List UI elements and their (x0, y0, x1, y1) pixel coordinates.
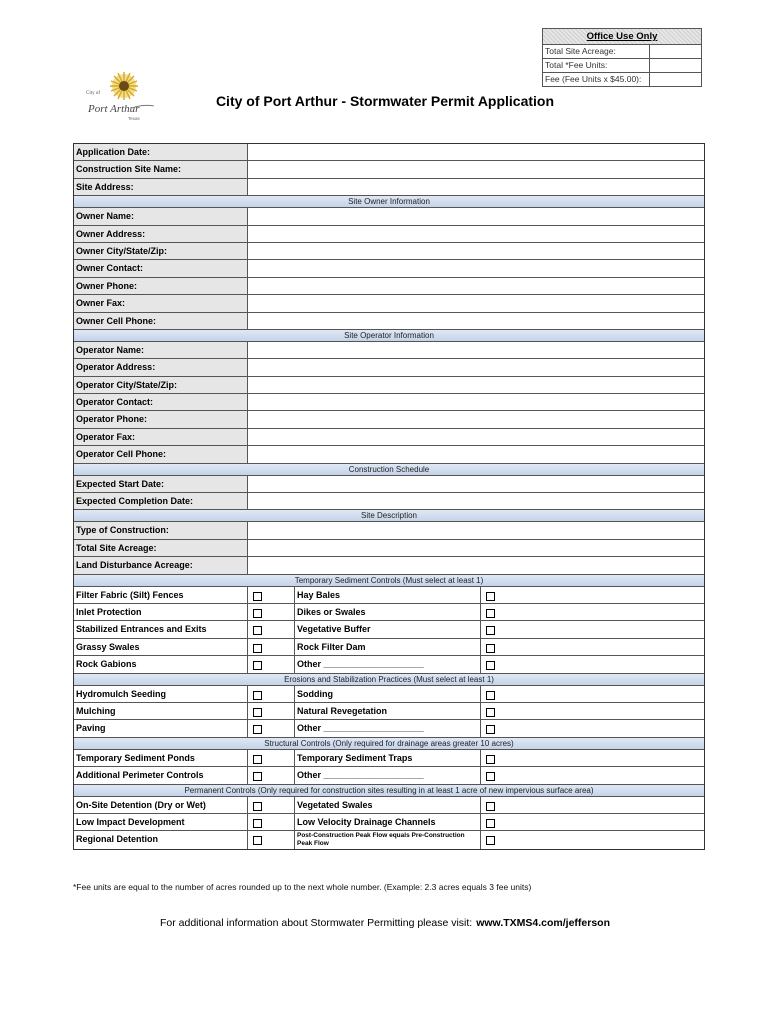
operator-city-state-zip-input[interactable] (248, 377, 704, 393)
form-row (74, 476, 704, 493)
control-row (74, 831, 704, 848)
office-row (543, 59, 701, 73)
field-label: Application Date: (74, 144, 248, 160)
section-header: Permanent Controls (Only required for construction sites resulting in at least 1 acre of new impervious surface area) (74, 785, 704, 797)
temporary-sediment-traps-checkbox[interactable] (486, 755, 495, 764)
checkbox-cell (248, 797, 295, 813)
control-label: Sodding (295, 686, 481, 702)
checkbox-cell (248, 639, 295, 655)
field-label: Operator Phone: (74, 411, 248, 427)
additional-perimeter-controls-checkbox[interactable] (253, 772, 262, 781)
logo-text-city: City of (86, 91, 101, 96)
other-checkbox[interactable] (486, 725, 495, 734)
office-label: Total Site Acreage: (543, 45, 650, 58)
owner-cell-phone-input[interactable] (248, 313, 704, 329)
control-row (74, 797, 704, 814)
field-label: Operator City/State/Zip: (74, 377, 248, 393)
operator-name-input[interactable] (248, 342, 704, 358)
section-header: Structural Controls (Only required for drainage areas greater 10 acres) (74, 738, 704, 750)
site-address-input[interactable] (248, 179, 704, 195)
control-label: Additional Perimeter Controls (74, 767, 248, 783)
paving-checkbox[interactable] (253, 725, 262, 734)
form-row (74, 313, 704, 330)
control-label: Dikes or Swales (295, 604, 481, 620)
checkbox-cell (481, 703, 704, 719)
field-label: Construction Site Name: (74, 161, 248, 177)
owner-phone-input[interactable] (248, 278, 704, 294)
operator-cell-phone-input[interactable] (248, 446, 704, 462)
field-label: Operator Name: (74, 342, 248, 358)
field-label: Owner Name: (74, 208, 248, 224)
expected-start-date-input[interactable] (248, 476, 704, 492)
control-row (74, 767, 704, 784)
sodding-checkbox[interactable] (486, 691, 495, 700)
control-row (74, 703, 704, 720)
application-date-input[interactable] (248, 144, 704, 160)
control-label: Natural Revegetation (295, 703, 481, 719)
form-row (74, 557, 704, 574)
logo-text-name: Port Arthur (88, 103, 140, 115)
control-label: Other ____________________ (295, 767, 481, 783)
regional-detention-checkbox[interactable] (253, 836, 262, 845)
control-label: Low Velocity Drainage Channels (295, 814, 481, 830)
natural-revegetation-checkbox[interactable] (486, 708, 495, 717)
owner-city-state-zip-input[interactable] (248, 243, 704, 259)
total-site-acreage-input[interactable] (248, 540, 704, 556)
field-label: Owner Contact: (74, 260, 248, 276)
fee-note: *Fee units are equal to the number of acres rounded up to the next whole number. (Example: 2.3 acres equals 3 fee units) (73, 882, 532, 892)
control-row (74, 720, 704, 737)
checkbox-cell (481, 720, 704, 736)
stabilized-entrances-and-exits-checkbox[interactable] (253, 626, 262, 635)
checkbox-cell (248, 604, 295, 620)
field-label: Owner City/State/Zip: (74, 243, 248, 259)
fee-field[interactable] (650, 73, 701, 86)
section-header: Construction Schedule (74, 464, 704, 476)
field-label: Operator Contact: (74, 394, 248, 410)
checkbox-cell (248, 750, 295, 766)
control-label: Paving (74, 720, 248, 736)
form-row (74, 161, 704, 178)
checkbox-cell (248, 621, 295, 637)
checkbox-cell (248, 767, 295, 783)
checkbox-cell (248, 814, 295, 830)
operator-phone-input[interactable] (248, 411, 704, 427)
field-label: Owner Address: (74, 226, 248, 242)
control-label: Inlet Protection (74, 604, 248, 620)
control-label: Rock Filter Dam (295, 639, 481, 655)
other-checkbox[interactable] (486, 661, 495, 670)
operator-contact-input[interactable] (248, 394, 704, 410)
checkbox-cell (481, 639, 704, 655)
form-row (74, 429, 704, 446)
checkbox-cell (248, 656, 295, 672)
checkbox-cell (481, 750, 704, 766)
control-label: Filter Fabric (Silt) Fences (74, 587, 248, 603)
field-label: Land Disturbance Acreage: (74, 557, 248, 573)
checkbox-cell (481, 656, 704, 672)
checkbox-cell (481, 831, 704, 848)
control-row (74, 621, 704, 638)
field-label: Type of Construction: (74, 522, 248, 538)
checkbox-cell (481, 797, 704, 813)
field-label: Owner Fax: (74, 295, 248, 311)
low-impact-development-checkbox[interactable] (253, 819, 262, 828)
office-use-title: Office Use Only (543, 29, 701, 45)
permit-form (73, 143, 705, 850)
page-title: City of Port Arthur - Stormwater Permit Application (215, 93, 555, 109)
form-row (74, 377, 704, 394)
filter-fabric-silt-fences-checkbox[interactable] (253, 592, 262, 601)
owner-address-input[interactable] (248, 226, 704, 242)
field-label: Operator Address: (74, 359, 248, 375)
logo-text-state: Texas (128, 116, 140, 121)
operator-address-input[interactable] (248, 359, 704, 375)
total-site-acreage-field[interactable] (650, 45, 701, 58)
vegetated-swales-checkbox[interactable] (486, 802, 495, 811)
mulching-checkbox[interactable] (253, 708, 262, 717)
control-row (74, 656, 704, 673)
expected-completion-date-input[interactable] (248, 493, 704, 509)
form-row (74, 226, 704, 243)
control-row (74, 750, 704, 767)
control-row (74, 587, 704, 604)
checkbox-cell (481, 621, 704, 637)
control-label: Grassy Swales (74, 639, 248, 655)
control-label: Temporary Sediment Traps (295, 750, 481, 766)
field-label: Operator Cell Phone: (74, 446, 248, 462)
control-row (74, 604, 704, 621)
on-site-detention-dry-or-wet-checkbox[interactable] (253, 802, 262, 811)
low-velocity-drainage-channels-checkbox[interactable] (486, 819, 495, 828)
rock-filter-dam-checkbox[interactable] (486, 644, 495, 653)
form-row (74, 446, 704, 463)
control-label: Temporary Sediment Ponds (74, 750, 248, 766)
owner-name-input[interactable] (248, 208, 704, 224)
owner-fax-input[interactable] (248, 295, 704, 311)
footer (0, 917, 770, 929)
grassy-swales-checkbox[interactable] (253, 644, 262, 653)
total-fee-units-field[interactable] (650, 59, 701, 72)
control-row (74, 639, 704, 656)
office-label: Fee (Fee Units x $45.00): (543, 73, 650, 86)
checkbox-cell (248, 720, 295, 736)
office-row (543, 73, 701, 86)
form-row (74, 278, 704, 295)
hay-bales-checkbox[interactable] (486, 592, 495, 601)
control-label: Hydromulch Seeding (74, 686, 248, 702)
form-row (74, 493, 704, 510)
owner-contact-input[interactable] (248, 260, 704, 276)
section-header: Site Description (74, 510, 704, 522)
control-label: Other ____________________ (295, 720, 481, 736)
form-row (74, 295, 704, 312)
checkbox-cell (248, 587, 295, 603)
field-label: Owner Cell Phone: (74, 313, 248, 329)
checkbox-cell (481, 814, 704, 830)
form-row (74, 411, 704, 428)
form-row (74, 540, 704, 557)
type-of-construction-input[interactable] (248, 522, 704, 538)
section-header: Temporary Sediment Controls (Must select at least 1) (74, 575, 704, 587)
control-label: Stabilized Entrances and Exits (74, 621, 248, 637)
form-row (74, 144, 704, 161)
form-row (74, 243, 704, 260)
footer-text: For additional information about Stormwater Permitting please visit: (159, 917, 473, 929)
checkbox-cell (481, 686, 704, 702)
operator-fax-input[interactable] (248, 429, 704, 445)
rock-gabions-checkbox[interactable] (253, 661, 262, 670)
control-label: Vegetated Swales (295, 797, 481, 813)
other-checkbox[interactable] (486, 772, 495, 781)
checkbox-cell (481, 587, 704, 603)
control-label: On-Site Detention (Dry or Wet) (74, 797, 248, 813)
checkbox-cell (248, 686, 295, 702)
vegetative-buffer-checkbox[interactable] (486, 626, 495, 635)
control-label: Hay Bales (295, 587, 481, 603)
control-label: Regional Detention (74, 831, 248, 848)
hydromulch-seeding-checkbox[interactable] (253, 691, 262, 700)
checkbox-cell (481, 604, 704, 620)
control-row (74, 814, 704, 831)
control-label: Post-Construction Peak Flow equals Pre-Construction Peak Flow (295, 831, 481, 848)
field-label: Expected Start Date: (74, 476, 248, 492)
form-row (74, 208, 704, 225)
control-label: Vegetative Buffer (295, 621, 481, 637)
field-label: Owner Phone: (74, 278, 248, 294)
office-row (543, 45, 701, 59)
control-row (74, 686, 704, 703)
control-label: Low Impact Development (74, 814, 248, 830)
form-row (74, 394, 704, 411)
office-label: Total *Fee Units: (543, 59, 650, 72)
inlet-protection-checkbox[interactable] (253, 609, 262, 618)
office-use-box (542, 28, 702, 87)
checkbox-cell (248, 831, 295, 848)
temporary-sediment-ponds-checkbox[interactable] (253, 755, 262, 764)
post-construction-peak-flow-eq-checkbox[interactable] (486, 836, 495, 845)
field-label: Total Site Acreage: (74, 540, 248, 556)
section-header: Site Operator Information (74, 330, 704, 342)
dikes-or-swales-checkbox[interactable] (486, 609, 495, 618)
control-label: Mulching (74, 703, 248, 719)
field-label: Expected Completion Date: (74, 493, 248, 509)
land-disturbance-acreage-input[interactable] (248, 557, 704, 573)
field-label: Site Address: (74, 179, 248, 195)
footer-link[interactable]: www.TXMS4.com/jefferson (476, 917, 611, 929)
construction-site-name-input[interactable] (248, 161, 704, 177)
form-row (74, 359, 704, 376)
section-header: Erosions and Stabilization Practices (Must select at least 1) (74, 674, 704, 686)
form-row (74, 522, 704, 539)
checkbox-cell (481, 767, 704, 783)
control-label: Rock Gabions (74, 656, 248, 672)
form-row (74, 179, 704, 196)
control-label: Other ____________________ (295, 656, 481, 672)
section-header: Site Owner Information (74, 196, 704, 208)
form-row (74, 260, 704, 277)
form-row (74, 342, 704, 359)
checkbox-cell (248, 703, 295, 719)
field-label: Operator Fax: (74, 429, 248, 445)
